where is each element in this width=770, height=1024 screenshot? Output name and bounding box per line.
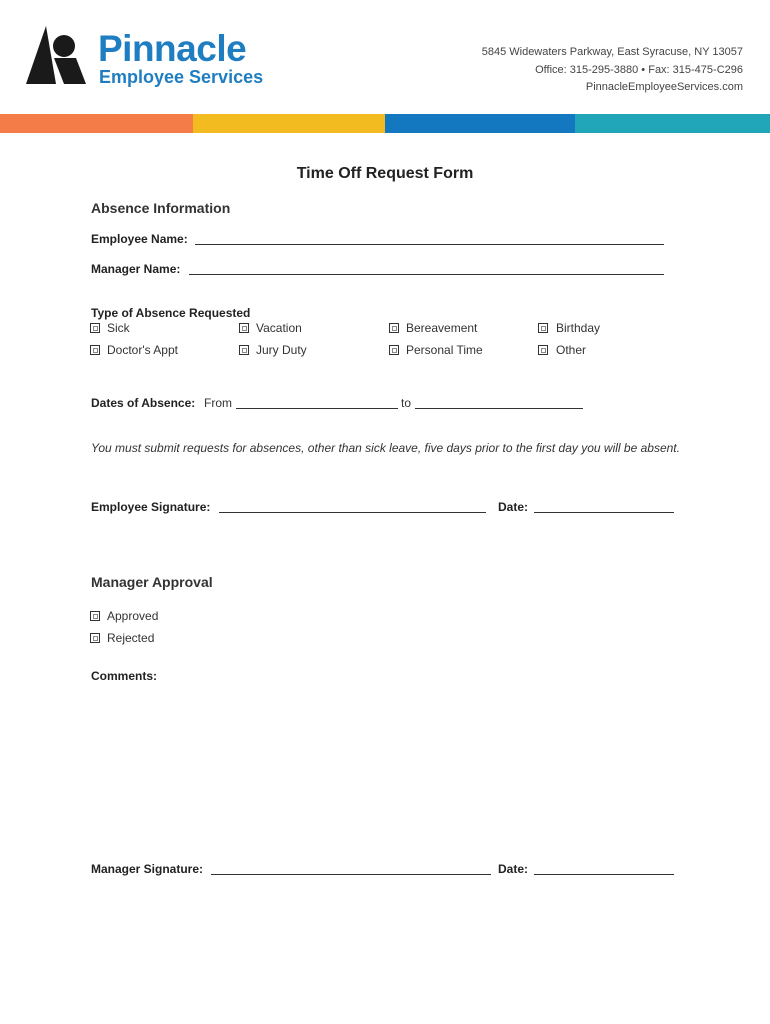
brand-name: Pinnacle [98,28,247,69]
company-website[interactable]: PinnacleEmployeeServices.com [585,81,743,93]
rejected-option-label: Rejected [107,631,155,645]
manager-signature-field[interactable] [211,874,491,875]
color-stripe-orange [0,114,193,133]
employee-name-field[interactable] [195,244,664,245]
date-to-field[interactable] [415,408,583,409]
sick-checkbox[interactable] [90,323,100,333]
approved-checkbox[interactable] [90,611,100,621]
other-checkbox[interactable] [538,345,548,355]
manager-date-field[interactable] [534,874,674,875]
vacation-option-label: Vacation [256,321,302,335]
color-stripe-yellow [193,114,385,133]
doctors-appt-checkbox[interactable] [90,345,100,355]
doctors-appt-option-label: Doctor's Appt [107,343,178,357]
manager-name-field[interactable] [189,274,664,275]
jury-duty-checkbox[interactable] [239,345,249,355]
employee-signature-label: Employee Signature: [91,500,211,514]
advance-notice-text: You must submit requests for absences, other than sick leave, five days prior to the first day you will be absent. [91,441,680,455]
brand-tagline: Employee Services [99,67,264,87]
jury-duty-option-label: Jury Duty [256,343,307,357]
vacation-checkbox[interactable] [239,323,249,333]
rejected-checkbox[interactable] [90,633,100,643]
bereavement-option-label: Bereavement [406,321,478,335]
comments-label: Comments: [91,669,158,683]
sick-option-label: Sick [107,321,130,335]
dates-of-absence-label: Dates of Absence: [91,396,196,410]
absence-information-heading: Absence Information [91,200,231,216]
bereavement-checkbox[interactable] [389,323,399,333]
employee-date-label: Date: [498,500,529,514]
date-from-field[interactable] [236,408,398,409]
comments-area[interactable] [91,688,674,848]
personal-time-checkbox[interactable] [389,345,399,355]
employee-signature-field[interactable] [219,512,486,513]
company-phone-fax: Office: 315-295-3880 • Fax: 315-475-C296 [535,64,743,76]
color-stripe-teal [575,114,770,133]
birthday-checkbox[interactable] [538,323,548,333]
employee-date-field[interactable] [534,512,674,513]
approved-option-label: Approved [107,609,159,623]
color-stripe-blue [385,114,575,133]
absence-type-heading: Type of Absence Requested [91,306,251,320]
manager-name-label: Manager Name: [91,262,181,276]
employee-name-label: Employee Name: [91,232,188,246]
to-label: to [401,396,412,410]
personal-time-option-label: Personal Time [406,343,483,357]
manager-date-label: Date: [498,862,529,876]
from-label: From [204,396,232,410]
company-address: 5845 Widewaters Parkway, East Syracuse, NY 13057 [481,46,743,58]
manager-approval-heading: Manager Approval [91,574,213,590]
form-title: Time Off Request Form [296,165,474,182]
other-option-label: Other [556,343,587,357]
manager-signature-label: Manager Signature: [91,862,204,876]
birthday-option-label: Birthday [556,321,601,335]
